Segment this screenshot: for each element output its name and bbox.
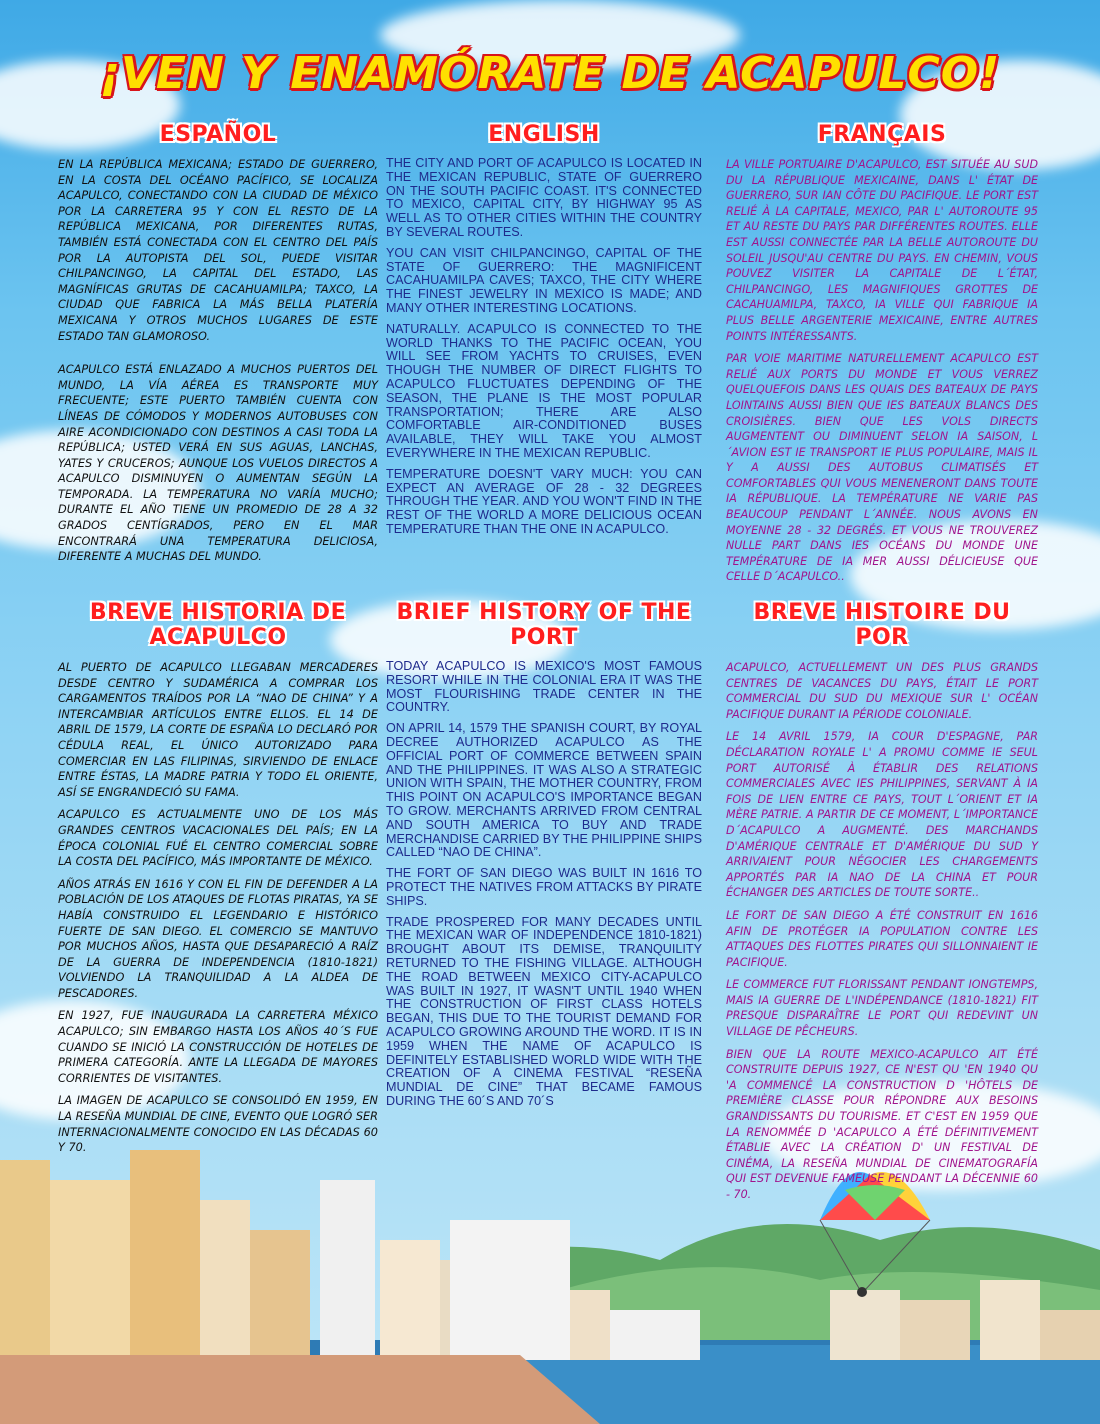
- paragraph: EN 1927, FUE INAUGURADA LA CARRETERA MÉXICO ACAPULCO; SIN EMBARGO HASTA LOS AÑOS 40´S FUE CUANDO SE INICIÓ LA CONSTRUCCIÓN DE HOTELES DE PRIMERA CATEGORÍA. ANTE LA LLEGADA DE MAYORES CORRIENTES DE VISITANTES.: [58, 1009, 378, 1085]
- paragraph: YOU CAN VISIT CHILPANCINGO, CAPITAL OF THE STATE OF GUERRERO: THE MAGNIFICENT CACAHUAMILPA CAVES; TAXCO, THE CITY WHERE THE FINEST JEWELRY IN MEXICO IS MADE; AND MANY OTHER INTERESTING LOCATIONS.: [386, 245, 702, 315]
- paragraph: LA IMAGEN DE ACAPULCO SE CONSOLIDÓ EN 1959, EN LA RESEÑA MUNDIAL DE CINE, EVENTO QUE LOGRÓ SER INTERNACIONALMENTE CONOCIDO EN LAS DÉCADAS 60 Y 70.: [58, 1094, 379, 1155]
- paragraph: EN LA REPÚBLICA MEXICANA; ESTADO DE GUERRERO, EN LA COSTA DEL OCÉANO PACÍFICO, SE LOCALIZA ACAPULCO, CONECTANDO CON LA CIUDAD DE MÉXICO POR LA CARRETERA 95 Y CON EL RESTO DE LA REPÚBLICA MEXICANA, POR DIFERENTES RUTAS, TAMBIÉN ESTÁ CONECTADA CON EL CENTRO DEL PAÍS POR LA AUTOPISTA DEL SOL, PUEDE VISITAR CHILPANCINGO, LA CAPITAL DEL ESTADO, LAS MAGNÍFICAS GRUTAS DE CACAHUAMILPA; TAXCO, LA CIUDAD QUE FABRICA LA MÁS BELLA PLATERÍA MEXICANA Y OTROS MUCHOS LUGARES DE ESTE ESTADO TAN GLAMOROSO.: [58, 158, 378, 343]
- paragraph: PAR VOIE MARITIME NATURELLEMENT ACAPULCO EST RELIÉ AUX PORTS DU MONDE ET VOUS VERREZ QUELQUEFOIS DANS LES QUAIS DES BATEAUX DE PAYS LOINTAINS AUSSI BIEN QUE IES BATEAUX BLANCS DES CROISIÈRES. BIEN QUE LES VOLS DIRECTS AUGMENTENT OU DIMINUENT SELON IA SAISON, L´AVION EST IE TRANSPORT IE PLUS POPULAIRE, MAIS IL Y A AUSSI DES AUTOBUS CLIMATISÉS ET COMFORTABLES QUI VOUS MENENERONT DANS TOUTE IA RÉPUBLIQUE. LA TEMPÉRATURE NE VARIE PAS BEAUCOUP PENDANT L´ANNÉE. NOUS AVONS EN MOYENNE 28 - 32 DEGRÉS. ET VOUS NE TROUVEREZ NULLE PART DANS IES OCÉANS DU MONDE UNE TEMPÉRATURE DE IA MER AUSSI DÉLICIEUSE QUE CELLE D´ACAPULCO..: [726, 352, 1038, 584]
- paragraph: AÑOS ATRÁS EN 1616 Y CON EL FIN DE DEFENDER A LA POBLACIÓN DE LOS ATAQUES DE FLOTAS PIRATAS, YA SE HABÍA CONSTRUIDO EL LEGENDARIO E HISTÓRICO FUERTE DE SAN DIEGO. EL COMERCIO SE MANTUVO POR MUCHOS AÑOS, HASTA QUE DESAPARECIÓ A RAÍZ DE LA GUERRA DE INDEPENDENCIA (1810-1821) VOLVIENDO LA TRANQUILIDAD A LA ALDEA DE PESCADORES.: [58, 877, 378, 1000]
- english-history-column: [386, 600, 702, 1116]
- paragraph: TRADE PROSPERED FOR MANY DECADES UNTIL THE MEXICAN WAR OF INDEPENDENCE 1810-1821) BROUGHT ABOUT ITS DEMISE, TRANQUILITY RETURNED TO THE FISHING VILLAGE. ALTHOUGH THE ROAD BETWEEN MEXICO CITY-ACAPULCO WAS BUILT IN 1927, IT WASN'T UNTIL 1940 WHEN THE CONSTRUCTION OF FIRST CLASS HOTELS BEGAN, THIS DUE TO THE TOURIST DEMAND FOR ACAPULCO GROWING AROUND THE WORD. IT IS IN 1959 WHEN THE NAME OF ACAPULCO IS DEFINITELY ESTABLISHED WORLD WIDE WITH THE CREATION OF A CINEMA FESTIVAL “RESEÑA MUNDIAL DE CINE” THAT BECAME FAMOUS DURING THE 60´S AND 70´S: [386, 914, 702, 1108]
- paragraph: THE FORT OF SAN DIEGO WAS BUILT IN 1616 TO PROTECT THE NATIVES FROM ATTACKS BY PIRATE SHIPS.: [386, 866, 702, 908]
- paragraph: LE COMMERCE FUT FLORISSANT PENDANT IONGTEMPS, MAIS IA GUERRE DE L'INDÉPENDANCE (1810-1821) FIT PRESQUE DISPARAÎTRE LE PORT QUI REDEVINT UN VILLAGE DE PÊCHEURS.: [726, 978, 1038, 1039]
- paragraph: TODAY ACAPULCO IS MEXICO'S MOST FAMOUS RESORT WHILE IN THE COLONIAL ERA IT WAS THE MOST FLOURISHING TRADE CENTER IN THE COUNTRY.: [386, 659, 702, 715]
- main-title: ¡VEN Y ENAMÓRATE DE ACAPULCO!: [99, 48, 1001, 99]
- spanish-history-heading: BREVE HISTORIA DE ACAPULCO: [89, 600, 347, 650]
- english-history-heading: BRIEF HISTORY OF THE PORT: [396, 600, 692, 650]
- spanish-history-column: [58, 600, 378, 1163]
- french-history-heading: BREVE HISTOIRE DU POR: [753, 600, 1011, 650]
- french-history-column: [726, 600, 1038, 1210]
- paragraph: ACAPULCO ESTÁ ENLAZADO A MUCHOS PUERTOS DEL MUNDO, LA VÍA AÉREA ES TRANSPORTE MUY FRECUENTE; ESTE PUERTO TAMBIÉN CUENTA CON LÍNEAS DE CÓMODOS Y MODERNOS AUTOBUSES CON AIRE ACONDICIONADO CON DESTINOS A CASI TODA LA REPÚBLICA; USTED VERÁ EN SUS AGUAS, LANCHAS, YATES Y CRUCEROS; AUNQUE LOS VUELOS DIRECTOS A ACAPULCO DISMINUYEN O AUMENTAN SEGÚN LA TEMPORADA. LA TEMPERATURA NO VARÍA MUCHO; DURANTE EL AÑO TIENE UN PROMEDIO DE 28 A 32 GRADOS CENTÍGRADOS, PERO EN EL MAR ENCONTRARÁ UNA TEMPERATURA DELICIOSA, DIFERENTE A MUCHAS DEL MUNDO.: [58, 363, 378, 564]
- paragraph: LE FORT DE SAN DIEGO A ÉTÉ CONSTRUIT EN 1616 AFIN DE PROTÉGER IA POPULATION CONTRE LES ATTAQUES DES FLOTTES PIRATES QUI SILLONNAIENT IE PACIFIQUE.: [726, 908, 1038, 969]
- paragraph: LA VILLE PORTUAIRE D'ACAPULCO, EST SITUÉE AU SUD DU LA RÉPUBLIQUE MEXICAINE, DANS L' ÉTAT DE GUERRERO, SUR IAN CÔTE DU PACIFIQUE. LE PORT EST RELIÉ À LA CAPITALE, MEXICO, PAR L' AUTOROUTE 95 ET AU RESTE DU PAYS PAR DIFFÉRENTES ROUTES. ELLE EST AUSSI CONNECTÉE PAR LA BELLE AUTOROUTE DU SOLEIL JUSQU'AU CENTRE DU PAYS. EN CHEMIN, VOUS POUVEZ VISITER LA CAPITALE DE L´ÉTAT, CHILPANCINGO, LES MAGNIFIQUES GROTTES DE CACAHUAMILPA, TAXCO, IA VILLE QUI FABRIQUE IA PLUS BELLE ARGENTERIE MEXICAINE, ENTRE AUTRES POINTS INTÉRESSANTS.: [726, 158, 1038, 343]
- french-heading: FRANÇAIS: [817, 122, 947, 147]
- paragraph: ACAPULCO, ACTUELLEMENT UN DES PLUS GRANDS CENTRES DE VACANCES DU PAYS, ÉTAIT LE PORT COMMERCIAL DU SUD DU MEXIQUE SUR L' OCÉAN PACIFIQUE DURANT IA PÉRIODE COLONIALE.: [726, 661, 1038, 721]
- paragraph: TEMPERATURE DOESN'T VARY MUCH: YOU CAN EXPECT AN AVERAGE OF 28 - 32 DEGREES THROUGH THE YEAR. AND YOU WON'T FIND IN THE REST OF THE WORLD A MORE DELICIOUS OCEAN TEMPERATURE THAN THE ONE IN ACAPULCO.: [386, 466, 702, 536]
- paragraph: LE 14 AVRIL 1579, IA COUR D'ESPAGNE, PAR DÉCLARATION ROYALE L' A PROMU COMME IE SEUL PORT AUTORISÉ À ÉTABLIR DES RELATIONS COMMERCIALES AVEC IES PHILIPPINES, SERVANT À IA FOIS DE LIEN ENTRE CE PAYS, TOUT L´ORIENT ET IA MÈRE PATRIE. A PARTIR DE CE MOMENT, L´IMPORTANCE D´ACAPULCO A AUGMENTÉ. DES MARCHANDS D'AMÉRIQUE CENTRALE ET D'AMÉRIQUE DU SUD Y ARRIVAIENT POUR NÉGOCIER LES CHARGEMENTS APPORTÉS PAR IA NAO DE LA CHINA ET POUR ÉCHANGER DES ARTICLES DE TOUTE SORTE..: [726, 730, 1038, 900]
- paragraph: NATURALLY. ACAPULCO IS CONNECTED TO THE WORLD THANKS TO THE PACIFIC OCEAN, YOU WILL SEE FROM YACHTS TO CRUISES, EVEN THOUGH THE NUMBER OF DIRECT FLIGHTS TO ACAPULCO FLUCTUATES DEPENDING OF THE SEASON, THE PLANE IS THE MOST POPULAR TRANSPORTATION; THERE ARE ALSO COMFORTABLE AIR-CONDITIONED BUSES AVAILABLE, THEY WILL TAKE YOU ALMOST EVERYWHERE IN THE MEXICAN REPUBLIC.: [386, 321, 702, 460]
- english-heading: ENGLISH: [488, 122, 600, 147]
- paragraph: AL PUERTO DE ACAPULCO LLEGABAN MERCADERES DESDE CENTRO Y SUDAMÉRICA A COMPRAR LOS CARGAMENTOS TRAÍDOS POR LA “NAO DE CHINA” Y A INTERCAMBIAR ARTÍCULOS ENTRE ELLOS. EL 14 DE ABRIL DE 1579, LA CORTE DE ESPAÑA LO DECLARÓ POR CÉDULA REAL, EL ÚNICO AUTORIZADO PARA COMERCIAR EN LAS FILIPINAS, SIRVIENDO DE ENLACE ENTRE ÉSTAS, LA MADRE PATRIA Y TODO EL ORIENTE, ASÍ SE ENGRANDECIÓ SU FAMA.: [58, 661, 378, 799]
- paragraph: THE CITY AND PORT OF ACAPULCO IS LOCATED IN THE MEXICAN REPUBLIC, STATE OF GUERRERO ON THE SOUTH PACIFIC COAST. IT'S CONNECTED TO MEXICO, CAPITAL CITY, BY HIGHWAY 95 AS WELL AS TO OTHER CITIES WITHIN THE COUNTRY BY SEVERAL ROUTES.: [386, 156, 702, 239]
- french-intro-column: [726, 122, 1038, 592]
- english-intro-column: [386, 122, 702, 544]
- paragraph: ON APRIL 14, 1579 THE SPANISH COURT, BY ROYAL DECREE AUTHORIZED ACAPULCO AS THE OFFICIAL PORT OF COMMERCE BETWEEN SPAIN AND THE PHILIPPINES. IT WAS ALSO A STRATEGIC UNION WITH SPAIN, THE MOTHER COUNTRY, FROM THIS POINT ON ACAPULCO'S IMPORTANCE BEGAN TO GROW. MERCHANTS ARRIVED FROM CENTRAL AND SOUTH AMERICA TO BUY AND TRADE MERCHANDISE CARRIED BY THE PHILIPPINE SHIPS CALLED “NAO DE CHINA”.: [386, 721, 702, 860]
- paragraph: BIEN QUE LA ROUTE MEXICO-ACAPULCO AIT ÉTÉ CONSTRUITE DEPUIS 1927, CE N'EST QU 'EN 1940 QU 'A COMMENCÉ LA CONSTRUCTION D 'HÔTELS DE PREMIÈRE CLASSE POUR RÉPONDRE AUX BESOINS GRANDISSANTS DU TOURISME. ET C'EST EN 1959 QUE LA RENOMMÉE D 'ACAPULCO A ÉTÉ DÉFINITIVEMENT ÉTABLIE AVEC LA CRÉATION D' UN FESTIVAL DE CINÉMA, LA RESEÑA MUNDIAL DE CINEMATOGRAFÍA QUI EST DEVENUE FAMEUSE PENDANT LA DÉCENNIE 60 - 70.: [726, 1047, 1038, 1201]
- spanish-intro-column: [58, 122, 378, 583]
- spanish-heading: ESPAÑOL: [159, 122, 277, 147]
- paragraph: ACAPULCO ES ACTUALMENTE UNO DE LOS MÁS GRANDES CENTROS VACACIONALES DEL PAÍS; EN LA ÉPOCA COLONIAL FUÉ EL CENTRO COMERCIAL SOBRE LA COSTA DEL PACÍFICO, MÁS IMPORTANTE DE MÉXICO.: [58, 808, 378, 869]
